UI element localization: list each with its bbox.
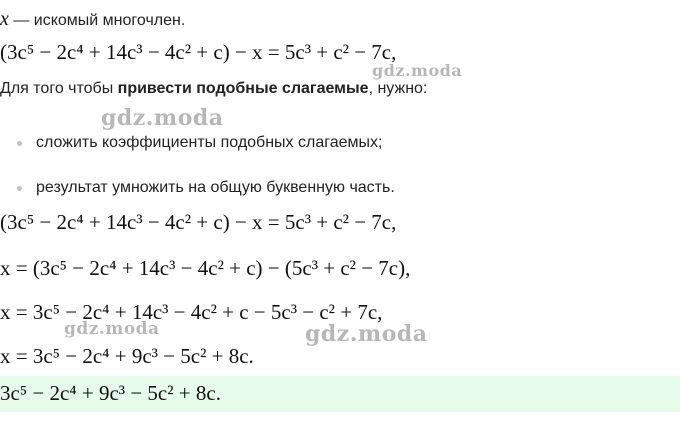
- rule-prefix: Для того чтобы: [0, 80, 118, 97]
- bullet-item-2: результат умножить на общую буквенную часть.: [36, 179, 395, 196]
- rule-suffix: , нужно:: [368, 80, 428, 97]
- bullet-dot-icon: [17, 141, 22, 146]
- intro-line: [0, 8, 185, 31]
- rule-bold-term: привести подобные слагаемые: [117, 80, 369, 97]
- step-1: (3c⁵ − 2c⁴ + 14c³ − 4c² + c) − x = 5c³ + c² − 7c,: [0, 210, 397, 234]
- intro-text: — искомый многочлен.: [8, 12, 186, 29]
- watermark: gdz.moda: [305, 321, 428, 347]
- answer-expression: 3c⁵ − 2c⁴ + 9c³ − 5c² + 8c.: [0, 381, 221, 405]
- watermark: gdz.moda: [372, 61, 463, 80]
- equation-initial: (3c⁵ − 2c⁴ + 14c³ − 4c² + c) − x = 5c³ + c² − 7c,: [0, 40, 397, 64]
- bullet-dot-icon: [17, 186, 22, 191]
- bullet-item-1: сложить коэффициенты подобных слагаемых;: [36, 134, 383, 151]
- step-3: x = 3c⁵ − 2c⁴ + 14c³ − 4c² + c − 5c³ − c² + 7c,: [0, 300, 383, 324]
- watermark: gdz.moda: [64, 319, 160, 339]
- step-4: x = 3c⁵ − 2c⁴ + 9c³ − 5c² + 8c.: [0, 344, 254, 368]
- intro-variable: x: [0, 8, 9, 30]
- rule-sentence: [0, 80, 427, 98]
- watermark: gdz.moda: [101, 105, 224, 131]
- step-2: x = (3c⁵ − 2c⁴ + 14c³ − 4c² + c) − (5c³ + c² − 7c),: [0, 256, 411, 280]
